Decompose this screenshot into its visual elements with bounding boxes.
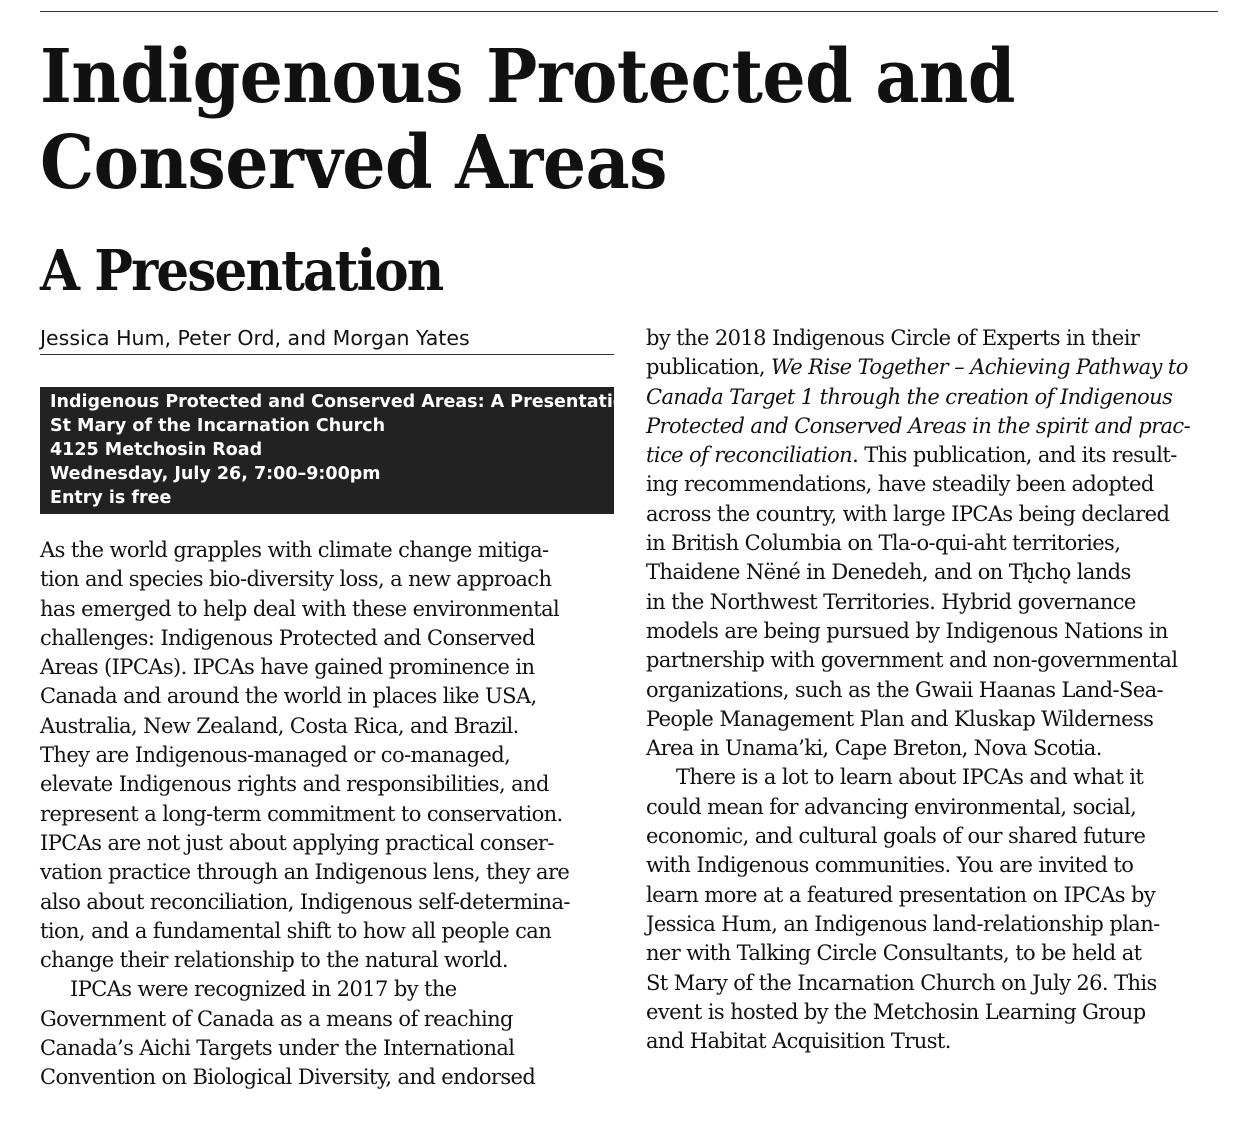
body-line: change their relationship to the natural world. — [40, 948, 508, 973]
body-line: economic, and cultural goals of our shared future — [646, 824, 1146, 849]
publication-title: We Rise Together – Achieving Pathway to — [771, 355, 1188, 380]
publication-title: Canada Target 1 through the creation of Indigenous — [646, 384, 1173, 409]
body-line: tion, and a fundamental shift to how all people can — [40, 918, 552, 943]
title-line: Conserved Areas — [40, 120, 667, 206]
body-line: across the country, with large IPCAs being declared — [646, 501, 1170, 526]
body-line: organizations, such as the Gwaii Haanas Land-Sea- — [646, 677, 1164, 702]
body-line: has emerged to help deal with these environmental — [40, 596, 560, 621]
body-line: Australia, New Zealand, Costa Rica, and Brazil. — [40, 713, 519, 738]
body-line: elevate Indigenous rights and responsibilities, and — [40, 772, 549, 797]
body-line: St Mary of the Incarnation Church on July 26. This — [646, 970, 1157, 995]
body-line: There is a lot to learn about IPCAs and what it — [676, 765, 1144, 790]
event-title: Indigenous Protected and Conserved Areas: A Presentation — [50, 392, 638, 412]
body-line: vation practice through an Indigenous lens, they are — [40, 860, 570, 885]
body-line: by the 2018 Indigenous Circle of Experts in their — [646, 326, 1140, 350]
event-admission: Entry is free — [50, 488, 172, 508]
body-line — [646, 441, 1222, 470]
body-line: challenges: Indigenous Protected and Conserved — [40, 625, 535, 650]
body-line: represent a long-term commitment to conservation. — [40, 801, 563, 826]
body-line: Jessica Hum, an Indigenous land-relationship plan- — [646, 911, 1160, 936]
body-line — [646, 383, 1222, 412]
event-datetime: Wednesday, July 26, 7:00–9:00pm — [50, 464, 381, 484]
event-info-box — [40, 387, 638, 514]
body-line: Area in Unama’ki, Cape Breton, Nova Scotia. — [646, 736, 1102, 761]
title-line: Indigenous Protected and — [40, 34, 1015, 120]
body-line: Convention on Biological Diversity, and endorsed — [40, 1065, 536, 1090]
body-line: ing recommendations, have steadily been adopted — [646, 472, 1154, 497]
top-rule — [40, 11, 1218, 12]
event-address: 4125 Metchosin Road — [50, 440, 263, 460]
body-line: in British Columbia on Tla-o-qui-aht territories, — [646, 531, 1121, 556]
article-subtitle: A Presentation — [40, 238, 443, 304]
body-line: could mean for advancing environmental, social, — [646, 794, 1137, 819]
body-line: Canada and around the world in places like USA, — [40, 684, 537, 709]
body-line: with Indigenous communities. You are invited to — [646, 853, 1134, 878]
body-column-left — [40, 536, 615, 1093]
body-line: ner with Talking Circle Consultants, to be held at — [646, 941, 1142, 966]
body-column-right — [646, 324, 1222, 1056]
publication-title: Protected and Conserved Areas in the spirit and prac- — [646, 413, 1191, 438]
body-text: publication, — [646, 355, 771, 380]
body-text: . This publication, and its result- — [852, 443, 1177, 468]
body-line — [646, 353, 1222, 382]
body-line: also about reconciliation, Indigenous self-determina- — [40, 889, 570, 914]
body-line: event is hosted by the Metchosin Learning Group — [646, 999, 1146, 1024]
body-line: Areas (IPCAs). IPCAs have gained prominence in — [40, 655, 535, 680]
body-line: IPCAs are not just about applying practical conser- — [40, 830, 554, 855]
body-line: in the Northwest Territories. Hybrid governance — [646, 589, 1136, 614]
byline: Jessica Hum, Peter Ord, and Morgan Yates — [40, 324, 614, 355]
body-line: IPCAs were recognized in 2017 by the — [70, 977, 457, 1002]
body-line: partnership with government and non-governmental — [646, 648, 1178, 673]
publication-title: tice of reconciliation — [646, 443, 853, 468]
body-line: models are being pursued by Indigenous Nations in — [646, 618, 1168, 643]
body-line — [646, 412, 1222, 441]
article-title — [40, 34, 1015, 206]
body-line: Government of Canada as a means of reaching — [40, 1006, 513, 1031]
body-line: Thaidene Nëné in Denedeh, and on Tłı̨chǫ lands — [646, 560, 1131, 585]
body-line: learn more at a featured presentation on IPCAs by — [646, 882, 1156, 907]
event-venue: St Mary of the Incarnation Church — [50, 416, 386, 436]
body-line: As the world grapples with climate change mitiga- — [40, 538, 549, 562]
body-line: Canada’s Aichi Targets under the International — [40, 1036, 515, 1061]
body-line: People Management Plan and Kluskap Wilderness — [646, 706, 1154, 731]
body-line: tion and species bio-diversity loss, a new approach — [40, 567, 552, 592]
body-line: They are Indigenous-managed or co-managed, — [40, 743, 511, 768]
body-line: and Habitat Acquisition Trust. — [646, 1029, 951, 1054]
